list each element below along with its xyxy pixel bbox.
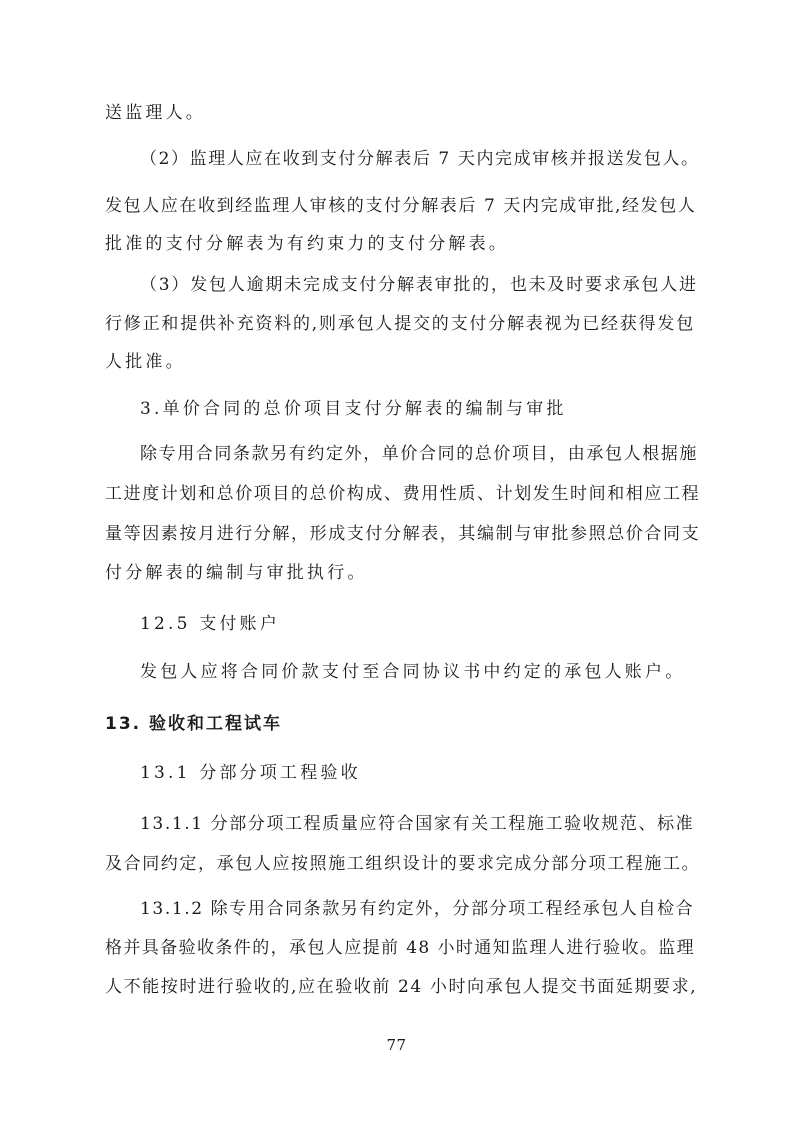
text-line: 13.1.1 分部分项工程质量应符合国家有关工程施工验收规范、标准	[140, 814, 695, 834]
text-line: 工进度计划和总价项目的总价构成、费用性质、计划发生时间和相应工程	[105, 484, 701, 504]
subheading: 3.单价合同的总价项目支付分解表的编制与审批	[140, 399, 567, 419]
subheading: 13.1 分部分项工程验收	[140, 763, 361, 783]
text-line: 人批准。	[105, 352, 186, 372]
text-line: 行修正和提供补充资料的,则承包人提交的支付分解表视为已经获得发包	[105, 314, 696, 334]
text-line: 人不能按时进行验收的,应在验收前 24 小时向承包人提交书面延期要求,	[105, 977, 698, 997]
text-line: （2）监理人应在收到支付分解表后 7 天内完成审核并报送发包人。	[140, 149, 700, 169]
text-line: 除专用合同条款另有约定外，单价合同的总价项目，由承包人根据施	[140, 444, 698, 464]
text-line: 及合同约定，承包人应按照施工组织设计的要求完成分部分项工程施工。	[105, 854, 701, 874]
subheading: 12.5 支付账户	[140, 614, 281, 634]
text-line: 送监理人。	[105, 103, 206, 123]
text-line: 发包人应将合同价款支付至合同协议书中约定的承包人账户。	[140, 662, 686, 682]
text-line: 13.1.2 除专用合同条款另有约定外，分部分项工程经承包人自检合	[140, 899, 695, 919]
text-line: 发包人应在收到经监理人审核的支付分解表后 7 天内完成审批,经发包人	[105, 196, 697, 216]
page-number: 77	[386, 1036, 407, 1054]
text-line: 格并具备验收条件的，承包人应提前 48 小时通知监理人进行验收。监理	[105, 938, 696, 958]
text-line: 批准的支付分解表为有约束力的支付分解表。	[105, 234, 509, 254]
text-line: 量等因素按月进行分解，形成支付分解表，其编制与审批参照总价合同支	[105, 524, 701, 544]
text-line: 付分解表的编制与审批执行。	[105, 563, 368, 583]
section-heading: 13. 验收和工程试车	[105, 714, 283, 734]
text-line: （3）发包人逾期未完成支付分解表审批的，也未及时要求承包人进	[140, 275, 698, 295]
